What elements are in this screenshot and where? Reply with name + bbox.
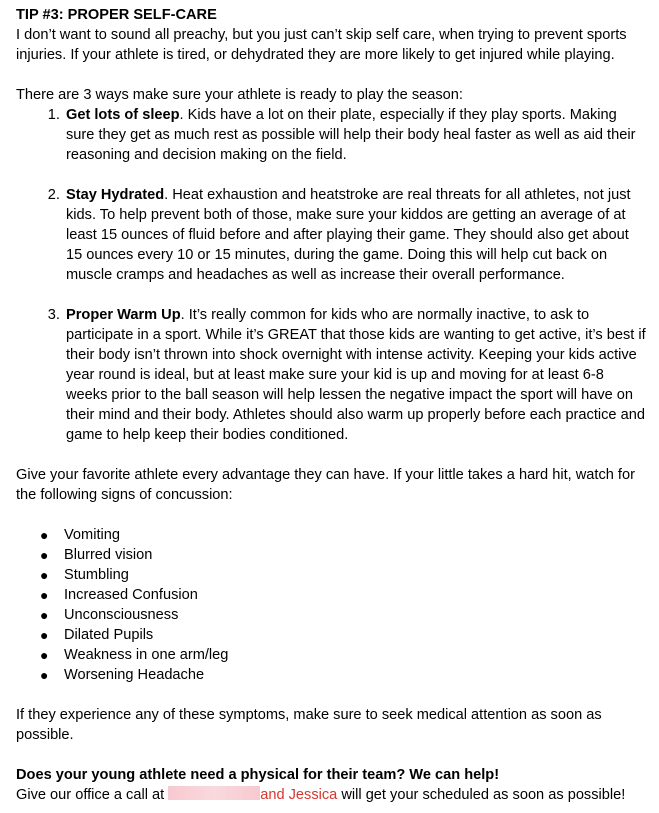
bullet-icon: ● <box>40 627 49 643</box>
page-title: TIP #3: PROPER SELF-CARE <box>16 7 217 23</box>
list-item <box>40 525 647 545</box>
redacted-phone <box>168 786 260 800</box>
cta-suffix: will get your scheduled as soon as possible! <box>337 787 626 803</box>
cta-line <box>16 785 647 805</box>
sign-label: Vomiting <box>64 527 120 543</box>
bullet-icon: ● <box>40 567 49 583</box>
list-item <box>40 605 647 625</box>
list-item <box>40 645 647 665</box>
bullet-icon: ● <box>40 647 49 663</box>
cta-heading: Does your young athlete need a physical for their team? We can help! <box>16 767 500 783</box>
tip-item <box>64 305 647 445</box>
tip-heading: Stay Hydrated <box>66 187 165 203</box>
tip-body: . Kids have a lot on their plate, especially if they play sports. Making sure they get as much rest as possible will help their body heal faster as well as aid their reasoning and decision making on the field. <box>66 107 636 163</box>
list-item <box>40 585 647 605</box>
intro-paragraph: I don’t want to sound all preachy, but you just can’t skip self care, when trying to prevent sports injuries. If your athlete is tired, or dehydrated they are more likely to get injured while playing. <box>16 27 627 63</box>
tip-body: . It’s really common for kids who are normally inactive, to ask to participate in a sport. While it’s GREAT that those kids are wanting to get active, it’s best if their body isn’t thrown into shock overnight with intense activity. Keeping your kids active year round is ideal, but at least make sure your kid is up and moving for at least 6-8 weeks prior to the ball season will help lessen the negative impact the sport will have on their mind and their body. Athletes should also warm up properly before each practice and game to help keep their bodies conditioned. <box>66 307 646 443</box>
tip-item <box>64 185 647 285</box>
spacer <box>16 505 647 525</box>
tip-heading: Get lots of sleep <box>66 107 180 123</box>
ways-intro: There are 3 ways make sure your athlete is ready to play the season: <box>16 87 463 103</box>
cta-prefix: Give our office a call at <box>16 787 169 803</box>
bullet-icon: ● <box>40 607 49 623</box>
bullet-icon: ● <box>40 587 49 603</box>
list-item <box>40 565 647 585</box>
spacer <box>16 65 647 85</box>
list-item <box>40 625 647 645</box>
tip-body: . Heat exhaustion and heatstroke are real threats for all athletes, not just kids. To help prevent both of those, make sure your kiddos are getting an average of at least 15 ounces of fluid before and after playing their game. They should also get about 15 ounces every 10 or 15 minutes, during the game. Doing this will help cut back on muscle cramps and headaches as well as increase their overall performance. <box>66 187 631 283</box>
spacer <box>16 445 647 465</box>
symptoms-note: If they experience any of these symptoms, make sure to seek medical attention as soon as possible. <box>16 707 602 743</box>
list-item <box>40 665 647 685</box>
cta-link[interactable]: and Jessica <box>260 787 338 803</box>
advantage-paragraph: Give your favorite athlete every advantage they can have. If your little takes a hard hit, watch for the following signs of concussion: <box>16 467 635 503</box>
sign-label: Increased Confusion <box>64 587 198 603</box>
spacer <box>16 745 647 765</box>
sign-label: Unconsciousness <box>64 607 179 623</box>
sign-label: Blurred vision <box>64 547 153 563</box>
sign-label: Dilated Pupils <box>64 627 154 643</box>
sign-label: Stumbling <box>64 567 129 583</box>
sign-label: Weakness in one arm/leg <box>64 647 229 663</box>
bullet-icon: ● <box>40 527 49 543</box>
concussion-signs-list <box>16 525 647 685</box>
sign-label: Worsening Headache <box>64 667 205 683</box>
spacer <box>16 685 647 705</box>
tip-heading: Proper Warm Up <box>66 307 181 323</box>
bullet-icon: ● <box>40 547 49 563</box>
list-item <box>40 545 647 565</box>
tip-item <box>64 105 647 165</box>
bullet-icon: ● <box>40 667 49 683</box>
tips-list <box>16 105 647 445</box>
